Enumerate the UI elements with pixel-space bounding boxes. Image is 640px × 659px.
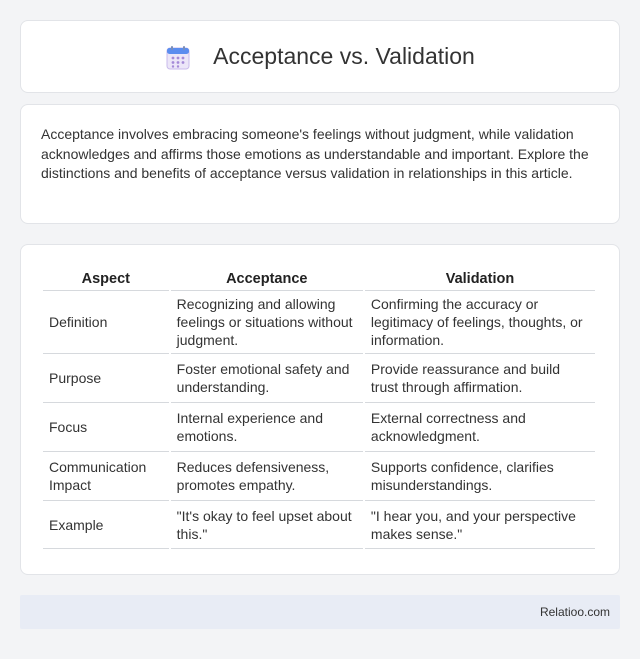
intro-card — [20, 104, 620, 224]
table-header-row — [43, 267, 595, 291]
calendar-icon — [165, 45, 191, 71]
table-row — [43, 291, 595, 354]
header-aspect: Aspect — [43, 267, 169, 291]
validation-cell: Supports confidence, clarifies misunderstandings. — [365, 452, 595, 501]
table-row — [43, 354, 595, 403]
intro-text: Acceptance involves embracing someone's feelings without judgment, while validation acknowledges and affirms those emotions as understandable and important. Explore the distinctions and benefits of acceptance versus validation in relationships in this article. — [41, 126, 589, 181]
table-row — [43, 501, 595, 549]
acceptance-cell: Recognizing and allowing feelings or situations without judgment. — [171, 291, 363, 354]
table-row — [43, 452, 595, 501]
aspect-cell: Example — [43, 501, 169, 549]
acceptance-cell: Foster emotional safety and understanding. — [171, 354, 363, 403]
header-validation: Validation — [365, 267, 595, 291]
header-card — [20, 20, 620, 93]
table-row — [43, 403, 595, 452]
footer-brand[interactable]: Relatioo.com — [539, 605, 610, 619]
acceptance-cell: Internal experience and emotions. — [171, 403, 363, 452]
aspect-cell: Purpose — [43, 354, 169, 403]
comparison-card — [20, 244, 620, 575]
page-title: Acceptance vs. Validation — [213, 43, 475, 69]
acceptance-cell: Reduces defensiveness, promotes empathy. — [171, 452, 363, 501]
acceptance-cell: "It's okay to feel upset about this." — [171, 501, 363, 549]
validation-cell: Confirming the accuracy or legitimacy of feelings, thoughts, or information. — [365, 291, 595, 354]
validation-cell: External correctness and acknowledgment. — [365, 403, 595, 452]
footer — [20, 595, 620, 629]
validation-cell: Provide reassurance and build trust through affirmation. — [365, 354, 595, 403]
aspect-cell: Focus — [43, 403, 169, 452]
header-acceptance: Acceptance — [171, 267, 363, 291]
validation-cell: "I hear you, and your perspective makes sense." — [365, 501, 595, 549]
aspect-cell: Communication Impact — [43, 452, 169, 501]
comparison-table — [41, 267, 597, 549]
aspect-cell: Definition — [43, 291, 169, 354]
